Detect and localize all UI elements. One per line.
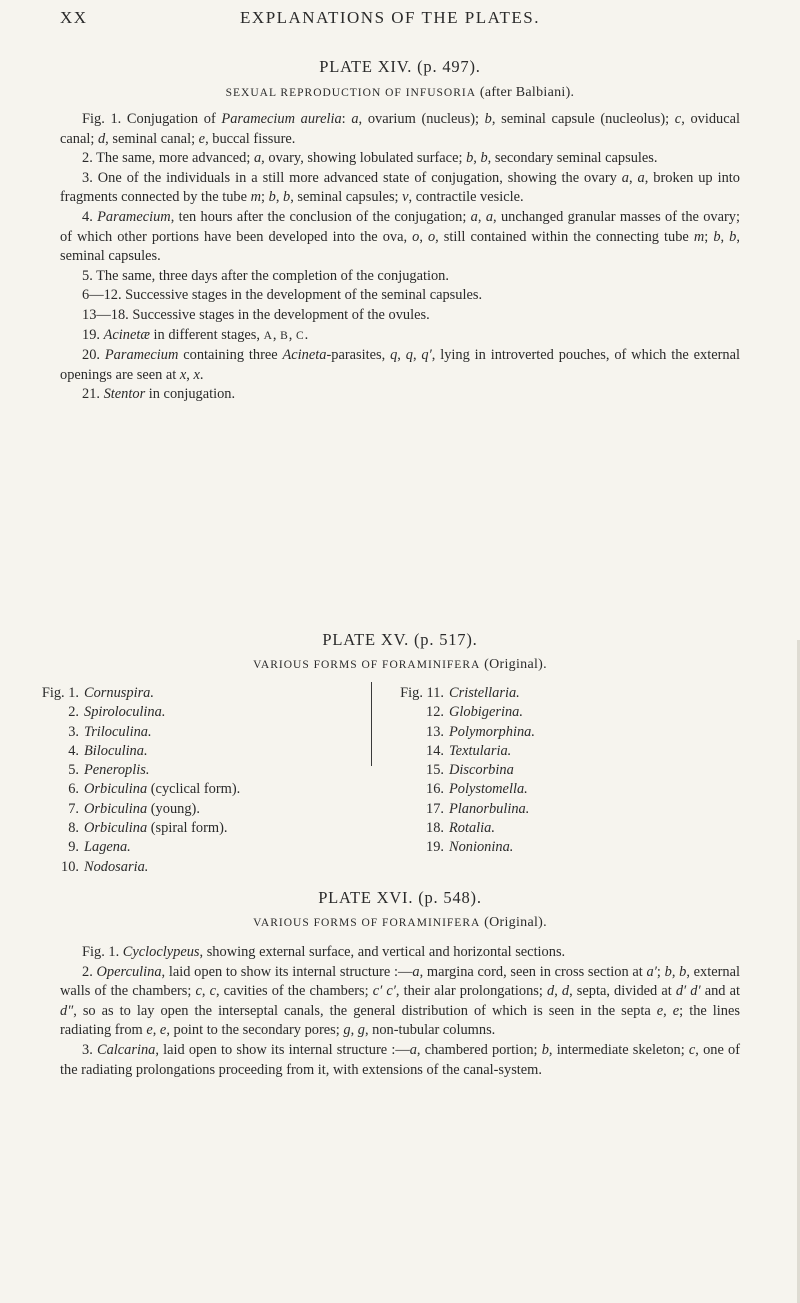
plate-14-fig-21: 21. Stentor in conjugation. xyxy=(82,386,236,403)
list-item: 8. Orbiculina (spiral form). xyxy=(68,820,228,837)
plate-14-explanations xyxy=(60,110,740,405)
list-item: Fig. 11. Cristellaria. xyxy=(400,685,520,701)
plate-14-fig-5: 5. The same, three days after the completion of the conjugation. xyxy=(82,267,449,284)
plate-16-subtitle-caps: VARIOUS FORMS OF FORAMINIFERA xyxy=(253,917,481,929)
plate-14-fig-20: 20. Paramecium containing three Acineta-parasites, q, q, q′, lying in introverted pouches, of which the external openings are seen at x, x. xyxy=(60,347,740,383)
plate-15-title: PLATE XV. (p. 517). xyxy=(322,630,478,649)
plate-15-list-right xyxy=(394,684,535,858)
list-item: 4. Biloculina. xyxy=(68,742,148,759)
page-number: XX xyxy=(60,8,88,27)
list-item: 15. Discorbina xyxy=(426,762,514,779)
plate-15-subtitle-caps: VARIOUS FORMS OF FORAMINIFERA xyxy=(253,659,481,671)
list-item: 18. Rotalia. xyxy=(426,820,495,837)
plate-14-fig-1: Fig. 1. Conjugation of Paramecium aurelia: a, ovarium (nucleus); b, seminal capsule (nucleolus); c, oviducal canal; d, seminal canal; e, buccal fissure. xyxy=(60,111,741,147)
list-item: 6. Orbiculina (cyclical form). xyxy=(68,781,241,798)
list-item: 17. Planorbulina. xyxy=(426,800,530,817)
running-title: EXPLANATIONS OF THE PLATES. xyxy=(240,8,540,27)
list-item: 16. Polystomella. xyxy=(426,781,528,798)
list-item: 19. Nonionina. xyxy=(426,839,514,856)
plate-14-subtitle-credit: (after Balbiani). xyxy=(479,85,575,100)
plate-16-fig-1: Fig. 1. Cycloclypeus, showing external surface, and vertical and horizontal sections. xyxy=(82,944,566,960)
list-item: 7. Orbiculina (young). xyxy=(68,800,200,817)
plate-14-subtitle-caps: SEXUAL REPRODUCTION OF INFUSORIA xyxy=(225,87,477,99)
plate-16-fig-2: 2. Operculina, laid open to show its internal structure :—a, margina cord, seen in cross section at a′; b, b, external walls of the chambers; c, c, cavities of the chambers; c′ c′, their alar prolongations; d, d, septa, divided at d′ d′ and at d″, so as to lay open the interseptal canals, the general distribution of which is seen in the septa e, e; the lines radiating from e, e, point to the secondary pores; g, g, non-tubular columns. xyxy=(60,963,741,1039)
list-item: 10. Nodosaria. xyxy=(61,858,149,875)
plate-15-subtitle xyxy=(60,657,740,673)
list-item: 12. Globigerina. xyxy=(426,704,523,721)
plate-14-subtitle xyxy=(60,85,740,101)
column-divider xyxy=(371,682,372,766)
plate-15-list-left xyxy=(40,684,240,877)
list-item: Fig. 1. Cornuspira. xyxy=(41,685,154,701)
plate-16-subtitle xyxy=(60,915,740,931)
plate-16-explanations xyxy=(60,943,740,1080)
list-item: 3. Triloculina. xyxy=(68,723,152,740)
plate-14-fig-19: 19. Acinetæ in different stages, A, B, C. xyxy=(82,326,309,343)
plate-14-fig-4: 4. Paramecium, ten hours after the conclusion of the conjugation; a, a, unchanged granular masses of the ovary; of which other portions have been developed into the ova, o, o, still contained within the connecting tube m; b, b, seminal capsules. xyxy=(60,208,741,265)
plate-14-fig-6-12: 6—12. Successive stages in the development of the seminal capsules. xyxy=(82,287,483,304)
plate-15-subtitle-credit: (Original). xyxy=(484,657,547,672)
plate-14-fig-13-18: 13—18. Successive stages in the development of the ovules. xyxy=(82,306,430,323)
list-item: 2. Spiroloculina. xyxy=(68,704,166,721)
list-item: 14. Textularia. xyxy=(426,742,512,759)
plate-14-fig-3: 3. One of the individuals in a still more advanced state of conjugation, showing the ovary a, a, broken up into fragments connected by the tube m; b, b, seminal capsules; v, contractile vesicle. xyxy=(60,169,740,206)
plate-16-fig-3: 3. Calcarina, laid open to show its internal structure :—a, chambered portion; b, intermediate skeleton; c, one of the radiating prolongations proceeding from it, with extensions of the canal-system. xyxy=(60,1041,740,1078)
plate-16-title: PLATE XVI. (p. 548). xyxy=(318,888,482,907)
list-item: 5. Peneroplis. xyxy=(68,762,150,779)
list-item: 9. Lagena. xyxy=(68,839,131,856)
plate-14-title: PLATE XIV. (p. 497). xyxy=(319,57,481,76)
list-item: 13. Polymorphina. xyxy=(426,723,535,740)
plate-14-fig-2: 2. The same, more advanced; a, ovary, showing lobulated surface; b, b, secondary seminal capsules. xyxy=(82,150,658,167)
plate-16-subtitle-credit: (Original). xyxy=(484,915,547,930)
